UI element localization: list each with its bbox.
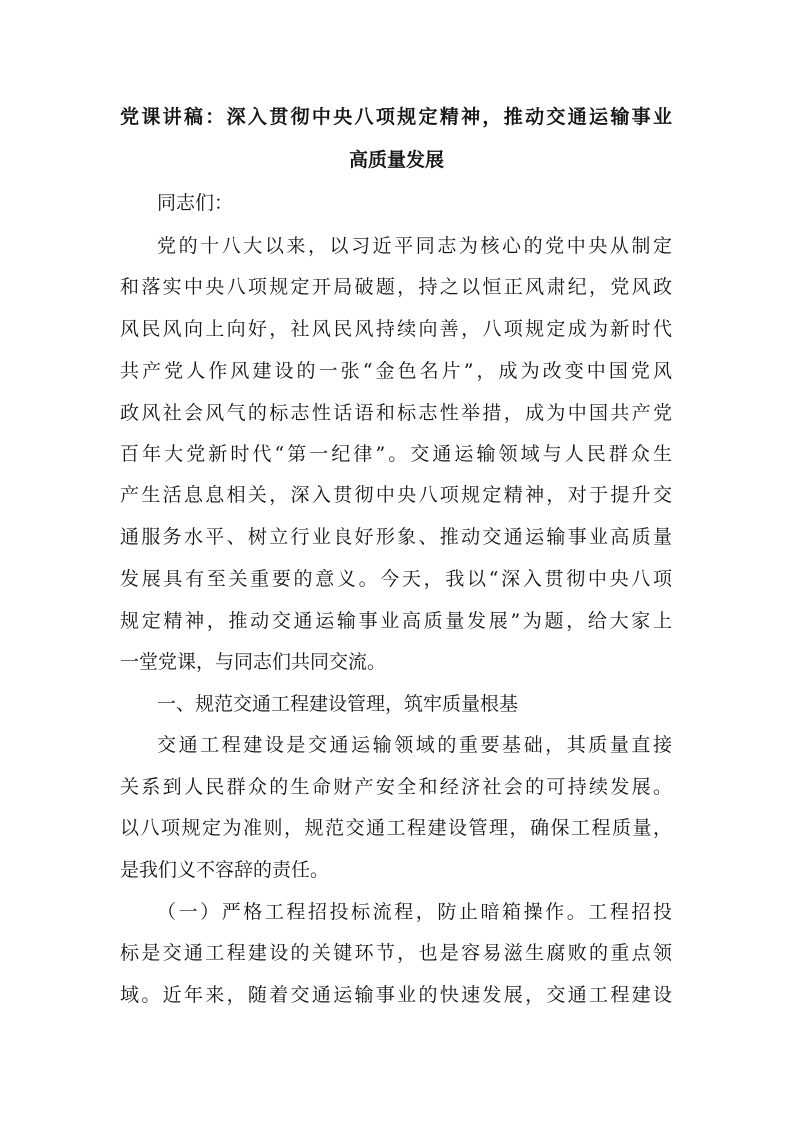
section-heading: 一、规范交通工程建设管理，筑牢质量根基 <box>157 693 519 715</box>
paragraph-line: 政风社会风气的标志性话语和标志性举措，成为中国共产党 <box>120 402 672 424</box>
paragraph-line: 交通工程建设是交通运输领域的重要基础，其质量直接 <box>157 734 672 756</box>
paragraph-line: 以八项规定为准则，规范交通工程建设管理，确保工程质量， <box>120 817 672 839</box>
paragraph-line: 关系到人民群众的生命财产安全和经济社会的可持续发展。 <box>120 776 672 798</box>
paragraph-line: 规定精神，推动交通运输事业高质量发展”为题，给大家上 <box>120 610 672 632</box>
paragraph-line: 百年大党新时代“第一纪律”。交通运输领域与人民群众生 <box>120 443 672 465</box>
paragraph-line: 发展具有至关重要的意义。今天，我以“深入贯彻中央八项 <box>120 568 672 590</box>
paragraph-line: 一堂党课，与同志们共同交流。 <box>120 651 387 673</box>
paragraph-line: 通服务水平、树立行业良好形象、推动交通运输事业高质量 <box>120 526 672 548</box>
paragraph-line: （一）严格工程招投标流程，防止暗箱操作。工程招投 <box>157 901 672 923</box>
paragraph-line: 产生活息息相关，深入贯彻中央八项规定精神，对于提升交 <box>120 484 672 506</box>
paragraph-line: 党的十八大以来，以习近平同志为核心的党中央从制定 <box>157 235 672 257</box>
paragraph-line: 和落实中央八项规定开局破题，持之以恒正风肃纪，党风政 <box>120 276 672 298</box>
paragraph-line: 风民风向上向好，社风民风持续向善，八项规定成为新时代 <box>120 318 672 340</box>
paragraph-line: 标是交通工程建设的关键环节，也是容易滋生腐败的重点领 <box>120 942 672 964</box>
paragraph-line: 共产党人作风建设的一张“金色名片”，成为改变中国党风 <box>120 360 672 382</box>
paragraph-line: 域。近年来，随着交通运输事业的快速发展，交通工程建设 <box>120 984 672 1006</box>
salutation: 同志们： <box>157 192 234 214</box>
paragraph-line: 是我们义不容辞的责任。 <box>120 859 330 881</box>
document-title-line-1: 党课讲稿：深入贯彻中央八项规定精神，推动交通运输事业 <box>120 106 672 128</box>
document-title-line-2: 高质量发展 <box>348 149 444 171</box>
